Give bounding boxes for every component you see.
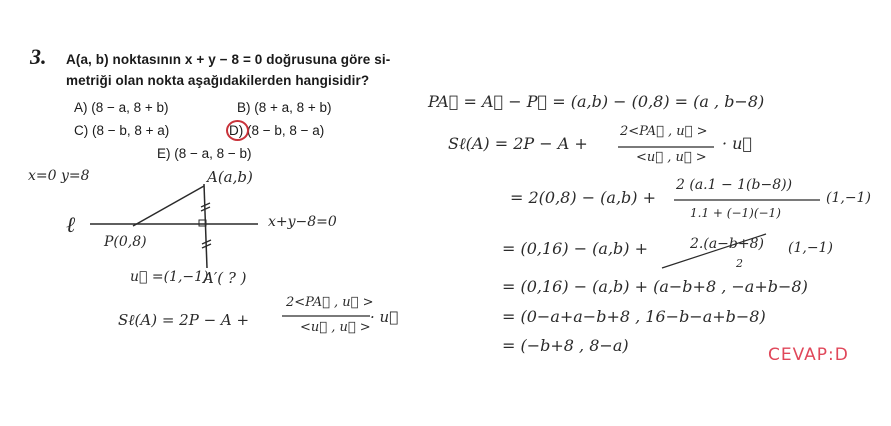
intercepts-note: x=0 y=8 <box>28 168 90 184</box>
work-line-4-tail: (1,−1) <box>788 240 833 256</box>
work-line-4-numerator: 2.(a−b+8) <box>690 236 764 252</box>
work-line-1: PA⃗ = A⃗ − P⃗ = (a,b) − (0,8) = (a , b−8) <box>428 92 765 111</box>
work-line-6: = (0−a+a−b+8 , 16−b−a+b−8) <box>502 307 766 326</box>
line-equation-label: x+y−8=0 <box>268 214 337 230</box>
segment-PA <box>133 186 204 226</box>
vector-u-label: u⃗ =(1,−1) <box>130 269 209 285</box>
formula-left-fraction-bar <box>282 314 372 318</box>
work-line-3-denominator: 1.1 + (−1)(−1) <box>690 206 781 220</box>
line-label-l: ℓ <box>66 213 76 238</box>
work-line-3-lhs: = 2(0,8) − (a,b) + <box>510 188 657 207</box>
option-d: D) (8 − b, 8 − a) <box>229 123 325 138</box>
work-line-7: = (−b+8 , 8−a) <box>502 336 629 355</box>
work-line-2-fraction-bar <box>618 145 718 149</box>
formula-left-denominator: <u⃗ , u⃗ > <box>300 320 371 335</box>
option-a: A) (8 − a, 8 + b) <box>74 100 169 115</box>
point-A-prime-label: A′( ? ) <box>203 269 247 287</box>
work-line-4-cancel-strike <box>660 230 770 270</box>
option-c: C) (8 − b, 8 + a) <box>74 123 170 138</box>
work-line-2-denominator: <u⃗ , u⃗ > <box>636 150 707 165</box>
question-number: 3. <box>30 44 47 69</box>
work-line-2-numerator: 2<PA⃗ , u⃗ > <box>620 124 708 139</box>
point-P-label: P(0,8) <box>104 234 147 250</box>
question-text-line1: A(a, b) noktasının x + y − 8 = 0 doğrusuna göre si- <box>66 52 391 67</box>
work-line-3-fraction-bar <box>674 198 824 202</box>
work-line-3-tail: (1,−1) <box>826 190 871 206</box>
work-line-2-tail: · u⃗ <box>722 134 753 153</box>
work-line-4-lhs: = (0,16) − (a,b) + <box>502 239 649 258</box>
work-line-3-numerator: 2 (a.1 − 1(b−8)) <box>676 177 793 193</box>
work-line-2-lhs: Sℓ(A) = 2P − A + <box>448 134 588 153</box>
formula-left-numerator: 2<PA⃗ , u⃗ > <box>286 295 374 310</box>
option-e: E) (8 − a, 8 − b) <box>157 146 252 161</box>
answer-label: CEVAP:D <box>768 345 849 365</box>
option-b: B) (8 + a, 8 + b) <box>237 100 332 115</box>
formula-left-lhs: Sℓ(A) = 2P − A + <box>118 311 250 329</box>
question-text-line2: metriği olan nokta aşağıdakilerden hangisidir? <box>66 73 370 88</box>
formula-left-tail: · u⃗ <box>370 308 399 326</box>
work-line-4-denominator: 2 <box>736 257 743 270</box>
point-A-label: A(a,b) <box>207 168 253 186</box>
work-line-5: = (0,16) − (a,b) + (a−b+8 , −a+b−8) <box>502 277 808 296</box>
